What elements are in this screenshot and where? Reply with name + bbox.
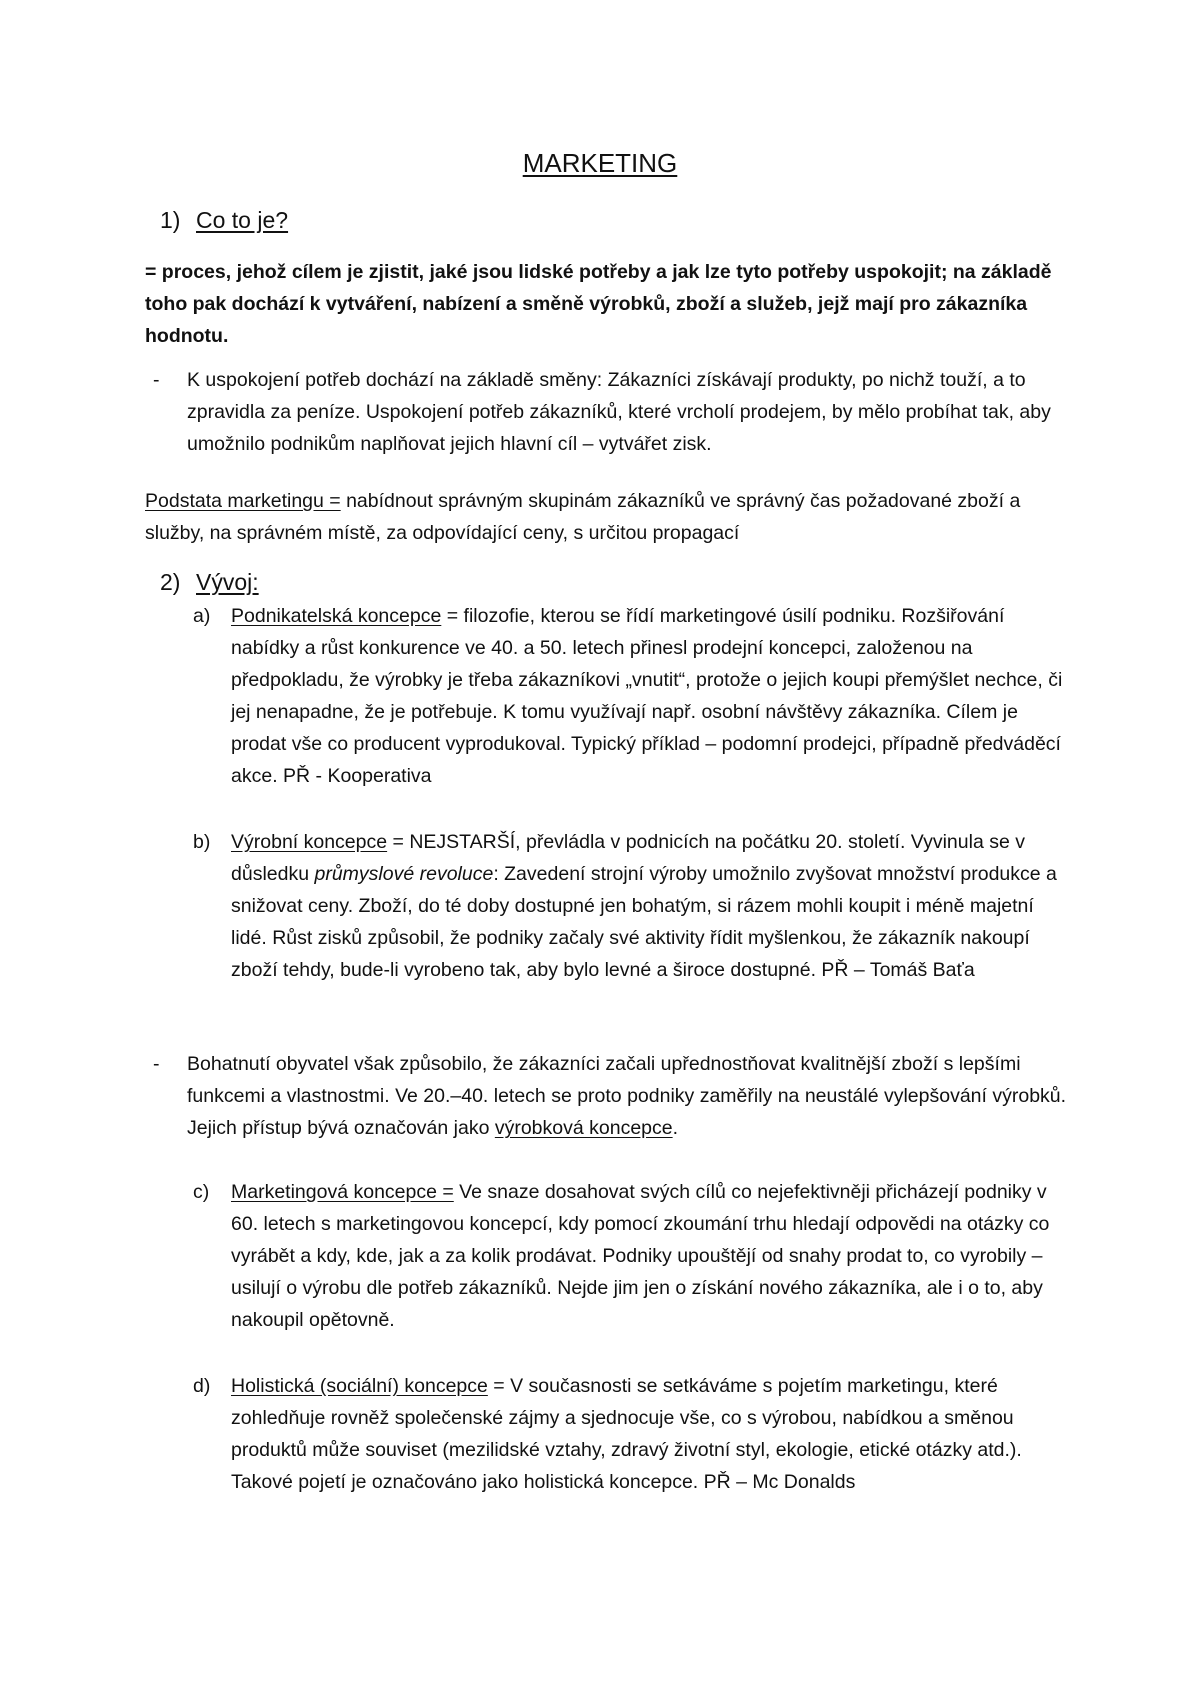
concept-b-term: Výrobní koncepce [231,831,388,853]
bullet-product-concept [145,1048,1085,1144]
bullet-exchange-text: K uspokojení potřeb dochází na základě směny: Zákazníci získávají produkty, po nichž touží, a to zpravidla za peníze. Uspokojení potřeb zákazníků, které vrcholí prodejem, by mělo probíhat tak, aby umožnilo podnikům naplňovat jejich hlavní cíl – vytvářet zisk. [187,369,1051,455]
section-2-number: 2) [160,569,181,595]
concept-item-a [193,600,1073,792]
item-label: a) [193,605,211,627]
section-1-heading-text: Co to je? [196,207,289,233]
section-1-heading [160,204,288,236]
concept-item-c [193,1176,1073,1336]
section-2-heading-text: Vývoj: [196,569,259,595]
concept-a-text [231,600,1073,792]
section-2-heading [160,566,259,598]
bullet-product-concept-text [187,1048,1085,1144]
concept-a-description: = filozofie, kterou se řídí marketingové úsilí podniku. Rozšiřování nabídky a růst konkurence ve 40. a 50. letech přinesl prodejní koncepci, založenou na předpokladu, že výrobky je třeba zákazníkovi „vnutit“, protože o jejich koupi přemýšlet nechce, či jej nenapadne, že je potřebuje. K tomu využívají např. osobní návštěvy zákazníka. Cílem je prodat vše co producent vyprodukoval. Typický příklad – podomní prodejci, případně předváděcí akce. PŘ - Kooperativa [231,605,1063,787]
item-label: c) [193,1181,210,1203]
concept-b-text [231,826,1073,986]
product-concept-term: výrobková koncepce [494,1117,673,1139]
concept-d-description: = V současnosti se setkáváme s pojetím marketingu, které zohledňuje rovněž společenské zájmy a sjednocuje vše, co s výrobou, nabídkou a směnou produktů může souviset (mezilidské vztahy, zdravý životní styl, ekologie, etické otázky atd.). Takové pojetí je označováno jako holistická koncepce. PŘ – Mc Donalds [231,1375,1022,1493]
concept-c-text [231,1176,1073,1336]
concept-b-description-2: : Zavedení strojní výroby umožnilo zvyšovat množství produkce a snižovat ceny. Zboží, do té doby dostupné jen bohatým, si rázem mohli koupit i méně majetní lidé. Růst zisků způsobil, že podniky začaly své aktivity řídit myšlenkou, že zákazník nakoupí zboží tehdy, bude-li vyrobeno tak, aby bylo levné a široce dostupné. PŘ – Tomáš Baťa [231,863,1057,981]
concept-item-d [193,1370,1073,1498]
concept-c-term: Marketingová koncepce = [231,1181,454,1203]
concept-d-text [231,1370,1073,1498]
bullet-exchange [145,364,1085,460]
concept-a-term: Podnikatelská koncepce [231,605,442,627]
document-title: MARKETING [522,148,678,178]
concept-c-description: Ve snaze dosahovat svých cílů co nejefektivněji přicházejí podniky v 60. letech s marketingovou koncepcí, kdy pomocí zkoumání trhu hledají odpovědi na otázky co vyrábět a kdy, kde, jak a za kolik prodávat. Podniky upouštějí od snahy prodat to, co vyrobily – usilují o výrobu dle potřeb zákazníků. Nejde jim jen o získání nového zákazníka, ale i o to, aby nakoupil opětovně. [231,1181,1050,1331]
concept-item-b [193,826,1073,986]
concept-b-description-1: = NEJSTARŠÍ, převládla v podnicích na počátku 20. století. Vyvinula se v důsledku [231,831,1025,885]
bullet-dash: - [153,369,160,391]
bullet-end: . [672,1117,679,1139]
essence-term: Podstata marketingu = [145,490,341,512]
concept-d-term: Holistická (sociální) koncepce [231,1375,488,1397]
section-1-number: 1) [160,207,181,233]
marketing-definition: = proces, jehož cílem je zjistit, jaké jsou lidské potřeby a jak lze tyto potřeby uspokojit; na základě toho pak dochází k vytváření, nabízení a směně výrobků, zboží a služeb, jejž mají pro zákazníka hodnotu. [145,261,1052,347]
item-label: d) [193,1375,211,1397]
item-label: b) [193,831,211,853]
bullet-product-concept-body: Bohatnutí obyvatel však způsobilo, že zákazníci začali upřednostňovat kvalitnější zboží s lepšími funkcemi a vlastnostmi. Ve 20.–40. letech se proto podniky zaměřily na neustálé vylepšování výrobků. Jejich přístup bývá označován jako [187,1053,1067,1139]
essence-text: nabídnout správným skupinám zákazníků ve správný čas požadované zboží a služby, na správném místě, za odpovídající ceny, s určitou propagací [145,490,1021,544]
marketing-essence [145,485,1075,549]
bullet-dash: - [153,1053,160,1075]
concept-b-italic: průmyslové revoluce [314,863,494,885]
